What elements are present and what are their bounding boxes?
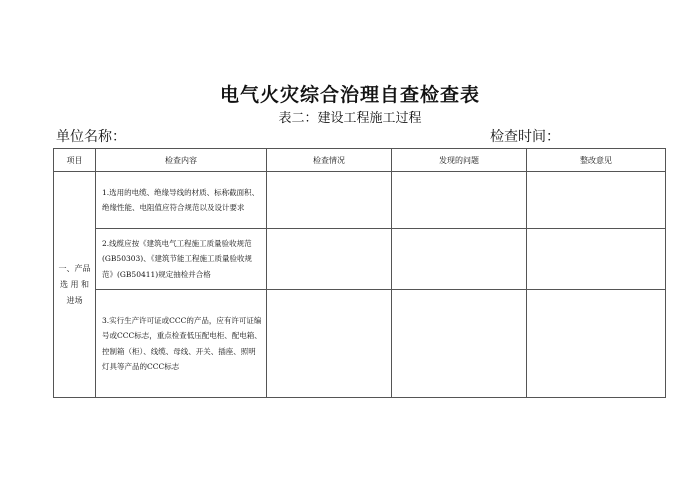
suggestions-cell[interactable] bbox=[527, 229, 666, 290]
suggestions-cell[interactable] bbox=[527, 172, 666, 229]
check-status-cell[interactable] bbox=[267, 290, 392, 398]
header-found-problems: 发现的问题 bbox=[392, 149, 527, 172]
check-content-cell: 2.线缆应按《建筑电气工程施工质量验收规范(GB50303)、《建筑节能工程施工质量验收规范》(GB50411)规定抽检并合格 bbox=[96, 229, 267, 290]
table-row bbox=[54, 290, 666, 398]
form-subtitle: 表二：建设工程施工过程 bbox=[278, 111, 422, 126]
suggestions-cell[interactable] bbox=[527, 290, 666, 398]
inspection-time-label: 检查时间： bbox=[490, 129, 560, 145]
problems-cell[interactable] bbox=[392, 172, 527, 229]
check-status-cell[interactable] bbox=[267, 172, 392, 229]
table-header-row bbox=[54, 149, 666, 172]
category-cell bbox=[54, 172, 96, 398]
inspection-table bbox=[53, 148, 666, 398]
header-rectification: 整改意见 bbox=[527, 149, 666, 172]
category-line: 一、产品 bbox=[58, 263, 91, 273]
check-status-cell[interactable] bbox=[267, 229, 392, 290]
form-title: 电气火灾综合治理自查检查表 bbox=[219, 84, 480, 106]
header-project: 项目 bbox=[54, 149, 96, 172]
unit-name-label: 单位名称： bbox=[56, 129, 126, 145]
table-row bbox=[54, 229, 666, 290]
header-check-content: 检查内容 bbox=[96, 149, 267, 172]
header-check-status: 检查情况 bbox=[267, 149, 392, 172]
category-line: 选 用 和 bbox=[59, 279, 90, 289]
check-content-cell: 1.选用的电缆、绝缘导线的材质、标称截面积、绝缘性能、电阻值应符合规范以及设计要求 bbox=[96, 172, 267, 229]
category-line: 进场 bbox=[66, 295, 83, 305]
table-row bbox=[54, 172, 666, 229]
check-content-cell: 3.实行生产许可证或CCC的产品，应有许可证编号或CCC标志，重点检查低压配电柜、配电箱、控制箱（柜）、线缆、母线、开关、插座、照明灯具等产品的CCC标志 bbox=[96, 290, 267, 398]
problems-cell[interactable] bbox=[392, 229, 527, 290]
problems-cell[interactable] bbox=[392, 290, 527, 398]
